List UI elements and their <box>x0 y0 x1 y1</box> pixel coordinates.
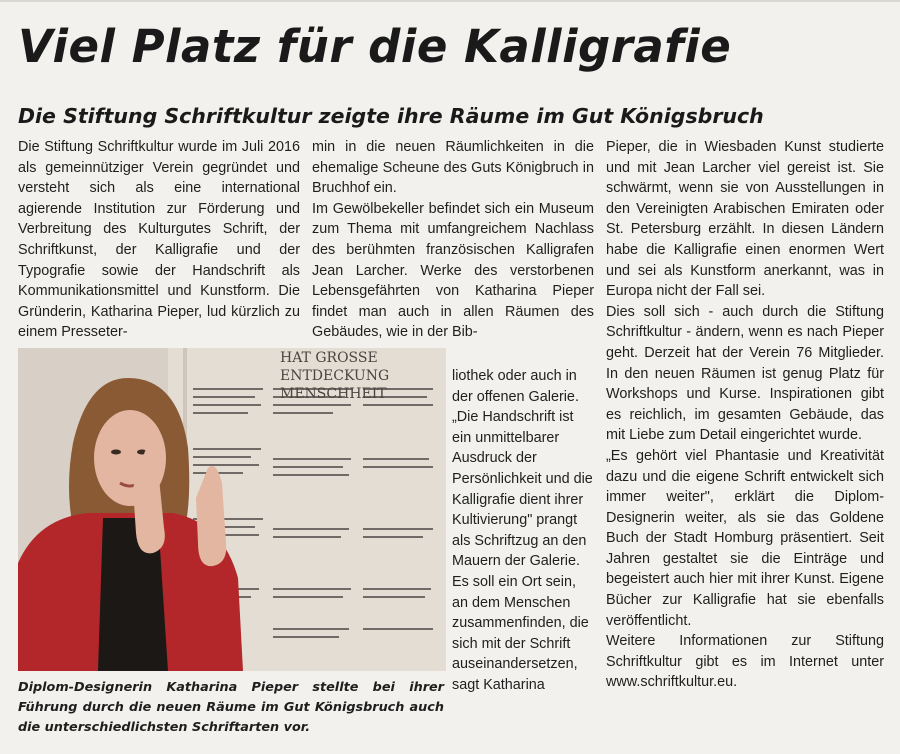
text-column-2 <box>312 137 594 343</box>
top-edge <box>0 0 900 2</box>
article-subheadline: Die Stiftung Schriftkultur zeigte ihre Räume im Gut Königsbruch <box>18 104 764 128</box>
text-column-2-narrow <box>452 366 594 696</box>
paragraph-invitation: min in die neuen Räumlichkeiten in die ehemalige Scheune des Guts Königbruch in Bruchhof ein. <box>312 139 594 197</box>
text-column-1 <box>18 137 300 343</box>
wall-text-line-3: MENSCHHEIT <box>280 386 387 402</box>
article-headline: Viel Platz für die Kalligrafie <box>18 20 732 73</box>
text-column-3 <box>606 137 884 693</box>
paragraph-quote: „Es gehört viel Phantasie und Kreativität dazu und die eigene Schrift entwickelt sich immer weiter", erklärt die Diplom-Designerin weiter, als sie das Goldene Buch der Stadt Homburg präsentiert. Seit Jahren gestaltet sie die Einträge und begeistert auch hier mit ihrer Kunst. Eigene Bücher zur Kalligrafie hat sie ebenfalls veröffentlicht. <box>606 447 884 629</box>
wall-text-line-1: HAT GROSSE <box>280 350 378 366</box>
paragraph-gallery: liothek oder auch in der offenen Galerie. „Die Handschrift ist ein unmittelbarer Ausdruck der Persönlichkeit und die Kalligrafie dient ihrer Kultivierung" prangt als Schriftzug an den Mauern der Galerie. Es soll ein Ort sein, an dem Menschen zusammenfinden, die sich mit der Schrift auseinandersetzen, sagt Katharina <box>452 368 593 693</box>
photo-caption: Diplom-Designerin Katharina Pieper stellte bei ihrer Führung durch die neuen Räume im Gut Königsbruch auch die unterschiedlichsten Schriftarten vor. <box>18 680 444 735</box>
wall-text-line-2: ENTDECKUNG <box>280 368 390 384</box>
photo-illustration <box>18 348 446 671</box>
paragraph-travel: Pieper, die in Wiesbaden Kunst studierte und mit Jean Larcher viel gereist ist. Sie schwärmt, wenn sie von Ausstellungen in den Vereinigten Arabischen Emiraten oder St. Petersburg erzählt. In diesen Ländern habe die Kalligrafie einen enormen Wert und sei als Kunstform anerkannt, was in Europa nicht der Fall sei. <box>606 139 884 300</box>
wall-lettering <box>280 350 389 402</box>
article-photo <box>18 348 446 671</box>
paragraph-info: Weitere Informationen zur Stiftung Schriftkultur gibt es im Internet unter www.schriftkultur.eu. <box>606 633 884 691</box>
paragraph-intro: Die Stiftung Schriftkultur wurde im Juli 2016 als gemeinnütziger Verein gegründet und versteht sich als eine international agierende Institution zur Förderung und Verbreitung des Kulturgutes Schrift, der Schriftkunst, der Kalligrafie und der Typografie sowie der Handschrift als Kommunikationsmittel und Kunstform. Die Gründerin, Katharina Pieper, lud kürzlich zu einem Presseter- <box>18 139 300 341</box>
paragraph-museum: Im Gewölbekeller befindet sich ein Museum zum Thema mit umfangreichem Nachlass des berühmten französischen Kalligrafen Jean Larcher. Werke des verstorbenen Lebensgefährten von Katharina Pieper findet man auch in allen Räumen des Gebäudes, wie in der Bib- <box>312 200 594 341</box>
paragraph-foundation: Dies soll sich - auch durch die Stiftung Schriftkultur - ändern, wenn es nach Pieper geht. Derzeit hat der Verein 76 Mitglieder. In den neuen Räumen ist genug Platz für Workshops und Kurse. Inspirationen gibt es reichlich, im gesamten Gebäude, das mit Liebe zum Detail eingerichtet wurde. <box>606 303 884 444</box>
